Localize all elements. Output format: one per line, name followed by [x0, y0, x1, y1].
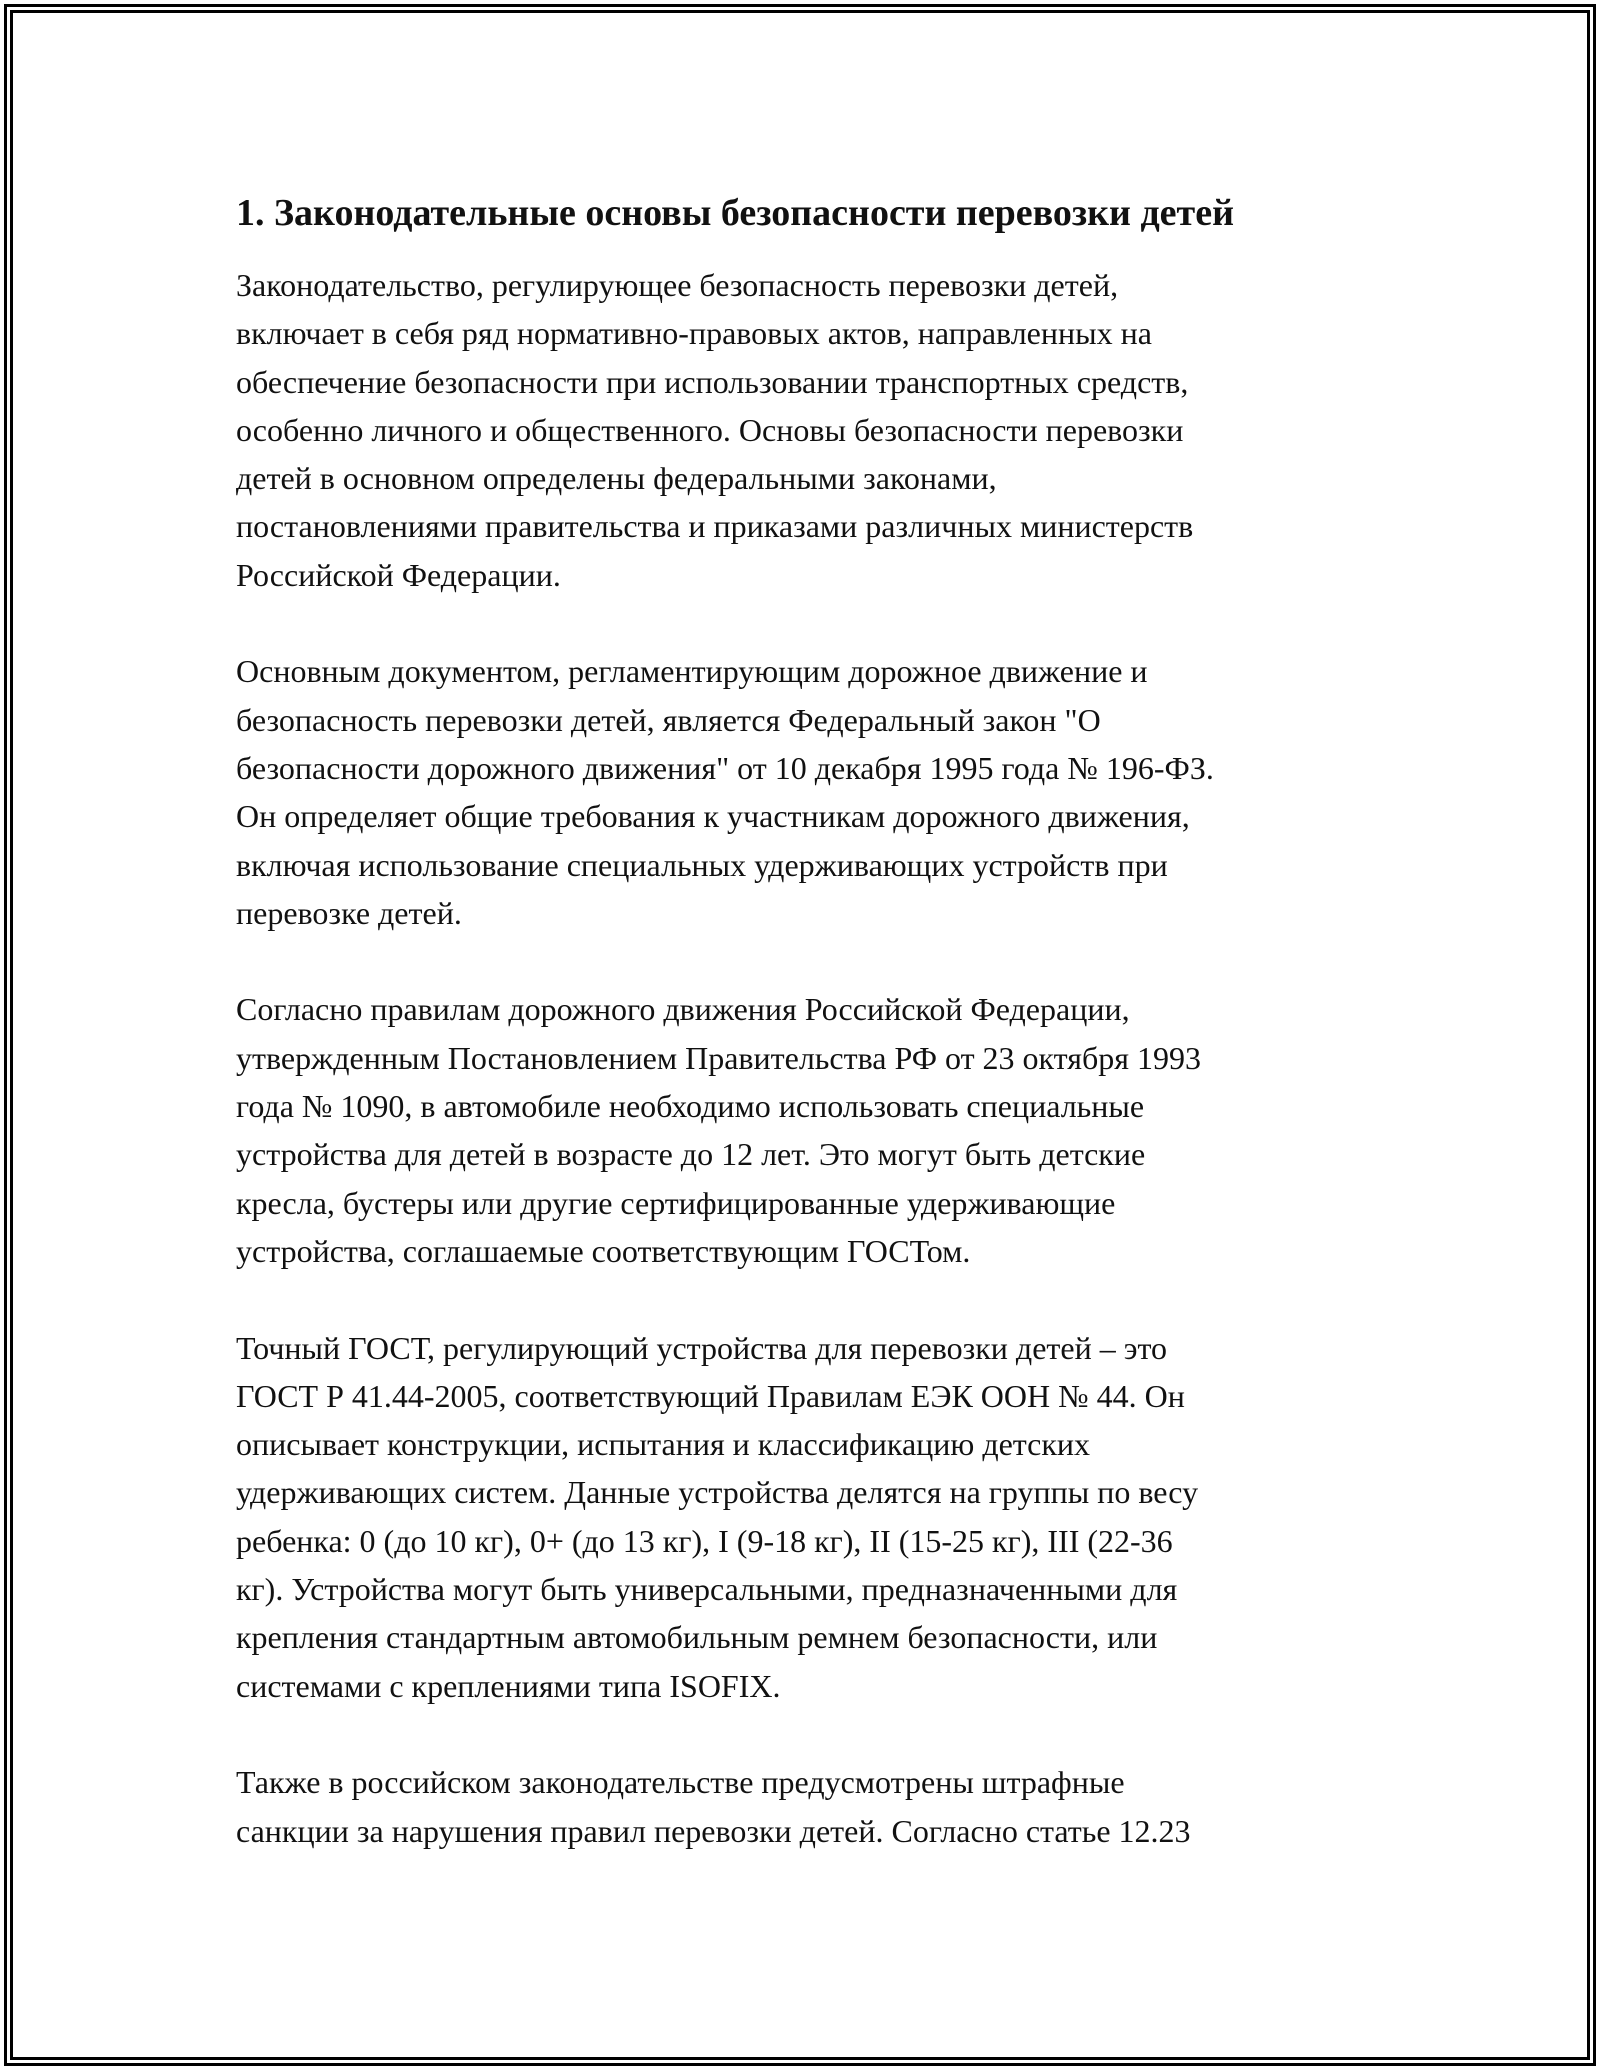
paragraph-line: санкции за нарушения правил перевозки детей. Согласно статье 12.23	[236, 1812, 1191, 1849]
paragraph-line: безопасность перевозки детей, является Федеральный закон "О	[236, 701, 1101, 738]
paragraph-line: Основным документом, регламентирующим дорожное движение и	[236, 653, 1148, 690]
paragraph-line: удерживающих систем. Данные устройства делятся на группы по весу	[236, 1474, 1199, 1511]
paragraph-line: ГОСТ Р 41.44-2005, соответствующий Правилам ЕЭК ООН № 44. Он	[236, 1377, 1185, 1414]
paragraph-2	[236, 647, 1376, 937]
paragraph-line: кг). Устройства могут быть универсальными, предназначенными для	[236, 1571, 1178, 1608]
paragraph-line: обеспечение безопасности при использовании транспортных средств,	[236, 363, 1189, 400]
paragraph-line: особенно личного и общественного. Основы безопасности перевозки	[236, 411, 1184, 448]
document-body	[236, 183, 1376, 1903]
paragraph-line: описывает конструкции, испытания и классификацию детских	[236, 1426, 1091, 1463]
paragraph-4	[236, 1324, 1376, 1710]
paragraph-1	[236, 261, 1376, 599]
section-heading: 1. Законодательные основы безопасности перевозки детей	[236, 192, 1234, 234]
paragraph-line: Законодательство, регулирующее безопасность перевозки детей,	[236, 267, 1119, 303]
paragraph-line: крепления стандартным автомобильным ремнем безопасности, или	[236, 1619, 1158, 1656]
paragraph-line: года № 1090, в автомобиле необходимо использовать специальные	[236, 1088, 1145, 1125]
paragraph-line: системами с креплениями типа ISOFIX.	[236, 1667, 781, 1704]
paragraph-line: детей в основном определены федеральными законами,	[236, 460, 997, 497]
paragraph-line: перевозке детей.	[236, 894, 462, 931]
paragraph-line: устройства, соглашаемые соответствующим ГОСТом.	[236, 1232, 971, 1269]
paragraph-line: включая использование специальных удерживающих устройств при	[236, 846, 1168, 883]
paragraph-line: Также в российском законодательстве предусмотрены штрафные	[236, 1764, 1125, 1801]
paragraph-line: Согласно правилам дорожного движения Российской Федерации,	[236, 991, 1130, 1028]
paragraph-line: безопасности дорожного движения" от 10 декабря 1995 года № 196-ФЗ.	[236, 749, 1214, 786]
paragraph-line: Он определяет общие требования к участникам дорожного движения,	[236, 798, 1190, 835]
paragraph-3	[236, 985, 1376, 1275]
paragraph-line: кресла, бустеры или другие сертифицированные удерживающие	[236, 1184, 1116, 1221]
paragraph-5	[236, 1758, 1376, 1855]
paragraph-line: включает в себя ряд нормативно-правовых актов, направленных на	[236, 315, 1152, 352]
paragraph-line: Точный ГОСТ, регулирующий устройства для перевозки детей – это	[236, 1329, 1168, 1366]
paragraph-line: Российской Федерации.	[236, 556, 561, 593]
paragraph-line: устройства для детей в возрасте до 12 лет. Это могут быть детские	[236, 1136, 1146, 1173]
paragraph-line: постановлениями правительства и приказами различных министерств	[236, 508, 1194, 545]
paragraph-line: ребенка: 0 (до 10 кг), 0+ (до 13 кг), I (9-18 кг), II (15-25 кг), III (22-36	[236, 1522, 1173, 1559]
paragraph-line: утвержденным Постановлением Правительства РФ от 23 октября 1993	[236, 1039, 1201, 1076]
